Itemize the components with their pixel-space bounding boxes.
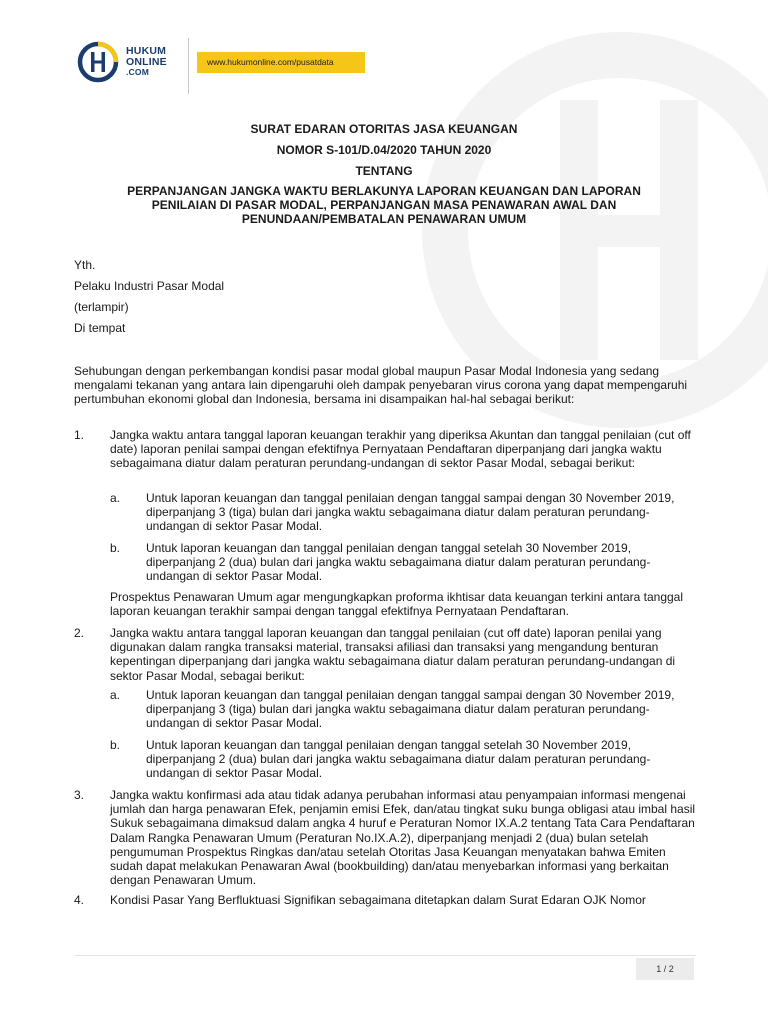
intro-paragraph: Sehubungan dengan perkembangan kondisi pasar modal global maupun Pasar Modal Indonesia yang sedang mengalami tekanan yang antara lain dipengaruhi oleh dampak penyebaran virus corona yang dapat mempengaruhi pertumbuhan ekonomi global dan Indonesia, bersama ini disampaikan hal-hal sebagai berikut: <box>74 364 688 407</box>
header-divider <box>188 38 189 94</box>
document-title: SURAT EDARAN OTORITAS JASA KEUANGAN <box>250 122 518 136</box>
item-1b-letter: b. <box>110 541 121 555</box>
logo-text-line1: HUKUM <box>126 45 167 58</box>
address-place: Di tempat <box>74 321 126 335</box>
source-url-link[interactable]: www.hukumonline.com/pusatdata <box>197 52 365 73</box>
address-recipient: Pelaku Industri Pasar Modal <box>74 279 225 293</box>
item-2a-text: Untuk laporan keuangan dan tanggal penilaian dengan tanggal sampai dengan 30 November 2019, diperpanjang 3 (tiga) bulan dari jangka waktu sebagaimana diatur dalam peraturan perundang-undangan di sektor Pasar Modal. <box>146 688 675 731</box>
item-2b-text: Untuk laporan keuangan dan tanggal penilaian dengan tanggal setelah 30 November 2019, diperpanjang 2 (dua) bulan dari jangka waktu sebagaimana diatur dalam peraturan perundang-undangan di sektor Pasar Modal. <box>146 738 651 781</box>
address-yth: Yth. <box>74 258 96 272</box>
item-1-text: Jangka waktu antara tanggal laporan keuangan terakhir yang diperiksa Akuntan dan tanggal penilaian (cut off date) laporan penilai sampai dengan efektifnya Pernyataan Pendaftaran diperpanjang dari jangka waktu sebagaimana diatur dalam peraturan perundang-undangan di sektor Pasar Modal, sebagai berikut: <box>110 428 691 471</box>
item-2-number: 2. <box>74 626 85 640</box>
item-4-number: 4. <box>74 893 85 907</box>
item-1-after-text: Prospektus Penawaran Umum agar mengungkapkan proforma ikhtisar data keuangan terkini antara tanggal laporan keuangan terakhir sampai dengan tanggal efektifnya Pernyataan Pendaftaran. <box>110 590 683 619</box>
item-1-number: 1. <box>74 428 85 442</box>
hukumonline-logo-icon <box>76 40 120 84</box>
item-2a-letter: a. <box>110 688 121 702</box>
address-attached: (terlampir) <box>74 300 129 314</box>
logo-wordmark <box>126 46 167 78</box>
item-3-text: Jangka waktu konfirmasi ada atau tidak adanya perubahan informasi atau penyampaian informasi mengenai jumlah dan harga penawaran Efek, penjamin emisi Efek, dan/atau tingkat suku bunga obligasi atau imbal hasil Sukuk sebagaimana dimaksud dalam angka 4 huruf e Peraturan Nomor IX.A.2 tentang Tata Cara Pendaftaran Dalam Rangka Penawaran Umum (Peraturan No.IX.A.2), diperpanjang menjadi 2 (dua) bulan setelah pengumuman Prospektus Ringkas dan/atau setelah Otoritas Jasa Keuangan menyatakan bahwa Emiten sudah dapat melakukan Penawaran Awal (bookbuilding) dan/atau menyebarkan informasi yang berkaitan dengan Penawaran Umum. <box>110 788 696 888</box>
document-subject: PERPANJANGAN JANGKA WAKTU BERLAKUNYA LAPORAN KEUANGAN DAN LAPORAN PENILAIAN DI PASAR MODAL, PERPANJANGAN MASA PENAWARAN AWAL DAN PENUNDAAN/PEMBATALAN PENAWARAN UMUM <box>127 184 641 226</box>
item-2b-letter: b. <box>110 738 121 752</box>
item-4-text: Kondisi Pasar Yang Berfluktuasi Signifikan sebagaimana ditetapkan dalam Surat Edaran OJK Nomor <box>110 893 646 907</box>
item-1b-text: Untuk laporan keuangan dan tanggal penilaian dengan tanggal setelah 30 November 2019, diperpanjang 2 (dua) bulan dari jangka waktu sebagaimana diatur dalam peraturan perundang-undangan di sektor Pasar Modal. <box>146 541 651 584</box>
logo-text-line3: .COM <box>126 67 149 78</box>
item-2-text: Jangka waktu antara tanggal laporan keuangan dan tanggal penilaian (cut off date) laporan penilai yang digunakan dalam rangka transaksi material, transaksi afiliasi dan transaksi yang mengandung benturan kepentingan diperpanjang dari jangka waktu sebagaimana diatur dalam peraturan perundang-undangan di sektor Pasar Modal, sebagai berikut: <box>110 626 676 683</box>
item-3-number: 3. <box>74 788 85 802</box>
page-indicator: 1 / 2 <box>636 958 694 980</box>
footer-divider <box>74 955 696 956</box>
item-1a-letter: a. <box>110 491 121 505</box>
document-tentang: TENTANG <box>355 164 413 178</box>
item-1a-text: Untuk laporan keuangan dan tanggal penilaian dengan tanggal sampai dengan 30 November 2019, diperpanjang 3 (tiga) bulan dari jangka waktu sebagaimana diatur dalam peraturan perundang-undangan di sektor Pasar Modal. <box>146 491 675 534</box>
document-number: NOMOR S-101/D.04/2020 TAHUN 2020 <box>276 143 492 157</box>
hukumonline-logo <box>76 40 167 84</box>
logo-text-line2: ONLINE <box>126 55 167 68</box>
